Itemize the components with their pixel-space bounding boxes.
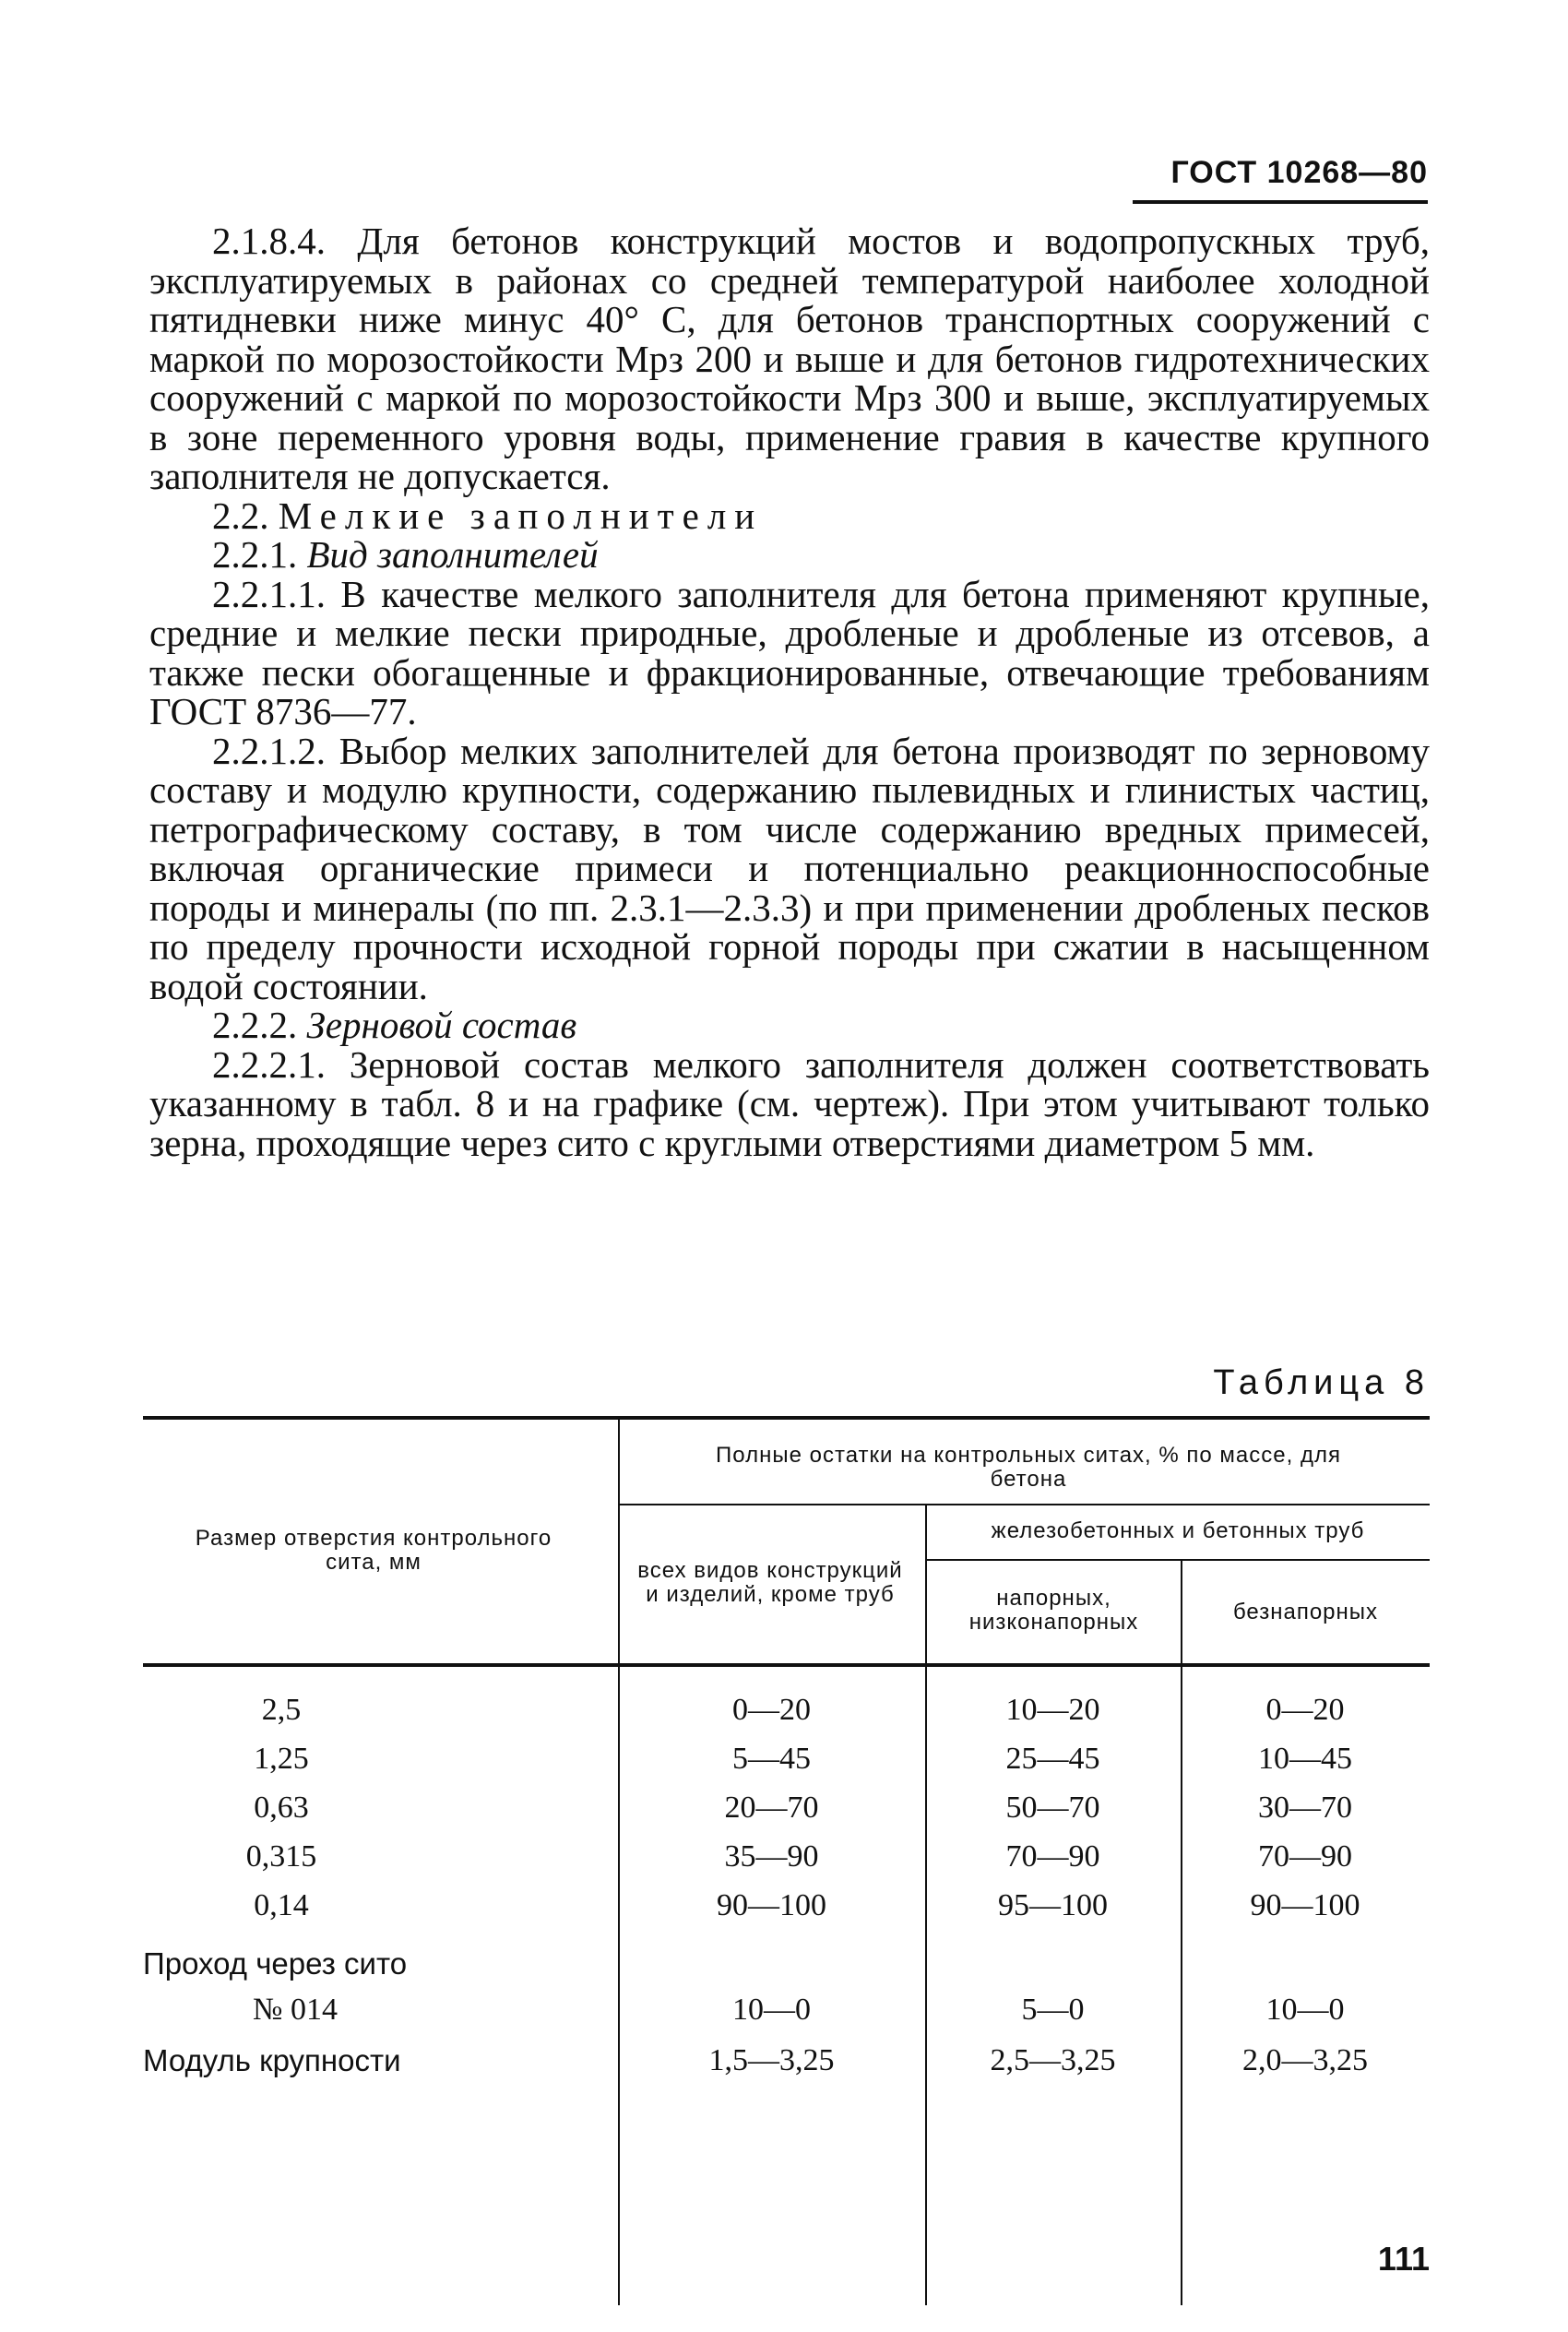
cell-c3: 10—45 [1258,1742,1352,1776]
paragraph-2-2-1-2: 2.2.1.2. Выбор мелких заполнителей для бетона производят по зерновому составу и модулю крупности, содержанию пылевидных и глинистых частиц, петрографическому составу, в том числе содержанию вредных примесей, включая органические примеси и потенциально реакционноспособные породы и минералы (по пп. 2.3.1—2.3.3) и при применении дробленых песков по пределу прочности исходной горной породы при сжатии в насыщенном водой состоянии. [149,729,1430,1007]
cell-c1: 35—90 [724,1839,819,1874]
table-row [143,1839,1430,1887]
cell-size: № 014 [253,1993,338,2027]
header-sieve-size: Размер отверстия контрольного сита, мм [195,1526,552,1575]
cell-c2: 10—20 [1005,1693,1100,1727]
pass-label: Проход через сито [143,1946,408,1981]
table-caption: Таблица 8 [1213,1363,1430,1402]
cell-size: 1,25 [254,1742,309,1776]
paragraph-2-1-8-4: 2.1.8.4. Для бетонов конструкций мостов и водопропускных труб, эксплуатируемых в районах со средней температурой наиболее холодной пятидневки ниже минус 40° С, для бетонов транспортных сооружений с маркой по морозостойкости Мрз 200 и выше и для бетонов гидротехнических сооружений с маркой по морозостойкости Мрз 300 и выше, эксплуатируемых в зоне переменного уровня воды, применение гравия в качестве крупного заполнителя не допускается. [149,220,1430,497]
cell-c1: 90—100 [717,1888,826,1922]
subsection-title: Вид заполнителей [306,533,599,576]
document-header: ГОСТ 10268—80 [1133,155,1428,204]
table-row-modulus [143,2043,1430,2091]
cell-c3: 90—100 [1250,1888,1360,1922]
table-row [143,1693,1430,1741]
table-top-rule [143,1416,1430,1420]
cell-c2: 95—100 [998,1888,1108,1922]
cell-modulus-label: Модуль крупности [143,2043,401,2077]
cell-c3: 10—0 [1265,1993,1345,2027]
cell-size: 0,14 [254,1888,309,1922]
section-number: 2.2. [212,494,269,537]
paragraph-2-2-1-1: 2.2.1.1. В качестве мелкого заполнителя для бетона применяют крупные, средние и мелкие пески природные, дробленые и дробленые из отсевов, а также пески обогащенные и фракционированные, отвечающие требованиям ГОСТ 8736—77. [149,572,1430,732]
cell-c1: 0—20 [732,1693,811,1727]
header-group: Полные остатки на контрольных ситах, % по массе, для бетона [716,1443,1341,1492]
cell-size: 2,5 [261,1693,302,1727]
header-non-pressure: безнапорных [1232,1600,1379,1624]
group-divider [618,1504,1430,1505]
table-row [143,1742,1430,1790]
cell-c3: 2,0—3,25 [1242,2043,1368,2077]
cell-c2: 2,5—3,25 [990,2043,1116,2077]
subsection-heading-2-2-1 [149,535,1430,575]
cell-c3: 30—70 [1258,1791,1352,1825]
subsection-title: Зерновой состав [306,1004,577,1046]
cell-c1: 1,5—3,25 [708,2043,835,2077]
cell-size: 0,63 [254,1791,309,1825]
header-all-structures: всех видов конструкций и изделий, кроме труб [637,1558,903,1607]
cell-size: 0,315 [245,1839,317,1874]
header-pipes-group: железобетонных и бетонных труб [991,1518,1365,1543]
cell-c3: 0—20 [1265,1693,1345,1727]
page-number: 111 [1377,2240,1430,2278]
section-title: Мелкие заполнители [278,494,764,537]
table-row-pass [143,1993,1430,2040]
table-row [143,1791,1430,1838]
table-header-bottom-rule [143,1663,1430,1667]
body-text [149,221,1430,1162]
cell-c1: 20—70 [724,1791,819,1825]
subsection-number: 2.2.2. [212,1004,298,1046]
cell-c2: 5—0 [1021,1993,1085,2027]
cell-c2: 50—70 [1005,1791,1100,1825]
subsection-number: 2.2.1. [212,533,298,576]
table-row [143,1888,1430,1936]
subgroup-divider [925,1559,1430,1561]
header-pressure: напорных, низконапорных [968,1586,1139,1635]
cell-c2: 70—90 [1005,1839,1100,1874]
grading-table [143,1416,1430,2311]
cell-c1: 10—0 [732,1993,811,2027]
cell-c2: 25—45 [1005,1742,1100,1776]
paragraph-2-2-2-1: 2.2.2.1. Зерновой состав мелкого заполнителя должен соответствовать указанному в табл. 8 и на графике (см. чертеж). При этом учитывают только зерна, проходящие через сито с круглыми отверстиями диаметром 5 мм. [149,1042,1430,1164]
section-heading-2-2 [149,496,1430,536]
cell-c3: 70—90 [1258,1839,1352,1874]
cell-c1: 5—45 [732,1742,811,1776]
subsection-heading-2-2-2 [149,1005,1430,1045]
